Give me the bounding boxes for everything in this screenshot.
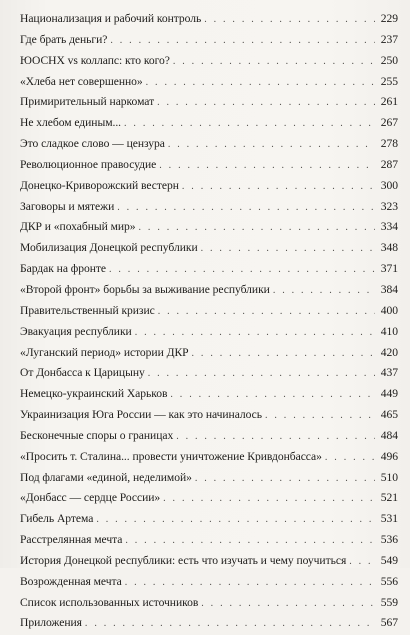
toc-entry [20, 593, 398, 614]
toc-entry-title: Немецко-украинский Харьков [20, 387, 168, 401]
toc-entry-title: «Просить т. Сталина... провести уничтожение Кривдонбасса» [20, 449, 322, 463]
toc-entry-page: 255 [380, 74, 398, 88]
toc-entry-page: 267 [380, 116, 398, 130]
toc-entry-title: История Донецкой республики: есть что изучать и чему поучиться [20, 553, 347, 567]
toc-entry-page: 559 [380, 595, 398, 609]
toc-entry-title: Расстрелянная мечта [20, 533, 123, 547]
toc-entry-title: Мобилизация Донецкой республики [20, 241, 198, 255]
toc-entry-page: 449 [380, 387, 398, 401]
toc-leader-dots [146, 73, 375, 94]
toc-leader-dots [159, 156, 375, 177]
toc-entry [20, 363, 398, 384]
toc-entry-title: Революционное правосудие [20, 157, 157, 171]
toc-leader-dots [124, 114, 375, 135]
toc-leader-dots [173, 52, 375, 73]
toc-entry-title: Эвакуация республики [20, 324, 132, 338]
toc-entry-title: Где брать деньги? [20, 32, 108, 46]
toc-entry-title: Бардак на фронте [20, 262, 106, 276]
toc-entry [20, 322, 398, 343]
toc-leader-dots [176, 427, 375, 448]
toc-entry-page: 323 [380, 199, 398, 213]
toc-entry-title: Национализация и рабочий контроль [20, 12, 202, 25]
toc-leader-dots [139, 218, 375, 239]
toc-entry-title: «Хлеба нет совершенно» [20, 74, 143, 88]
toc-entry-title: Список использованных источников [20, 595, 199, 609]
toc-entry-page: 496 [380, 449, 398, 463]
toc-entry-title: Заговоры и мятежи [20, 199, 115, 213]
toc-entry [20, 572, 398, 593]
toc-entry [20, 280, 398, 301]
toc-entry [20, 238, 398, 259]
toc-entry-title: От Донбасса к Царицыну [20, 366, 145, 380]
toc-entry-page: 410 [380, 324, 398, 338]
toc-entry [20, 134, 398, 155]
toc-entry [20, 92, 398, 113]
toc-entry-page: 250 [380, 53, 398, 67]
toc-entry-title: ДКР и «похабный мир» [20, 220, 136, 234]
toc-entry [20, 613, 398, 634]
toc-entry [20, 530, 398, 551]
toc-entry [20, 113, 398, 134]
toc-entry [20, 551, 398, 572]
toc-leader-dots [204, 10, 375, 31]
toc-entry-page: 300 [380, 178, 398, 192]
toc-entry-title: Примирительный наркомат [20, 95, 155, 109]
toc-entry [20, 509, 398, 530]
toc-entry-page: 384 [380, 282, 398, 296]
toc-entry-title: Украинизация Юга России — как это начиналось [20, 408, 262, 422]
toc-entry-page: 465 [380, 408, 398, 422]
toc-leader-dots [96, 510, 375, 531]
toc-entry [20, 176, 398, 197]
toc-leader-dots [117, 198, 375, 219]
toc-leader-dots [192, 344, 375, 365]
toc-entry-title: Под флагами «единой, неделимой» [20, 470, 192, 484]
toc-entry-title: Возрожденная мечта [20, 574, 122, 588]
toc-leader-dots [163, 489, 375, 510]
toc-leader-dots [201, 594, 375, 615]
toc-entry-page: 510 [380, 470, 398, 484]
toc-entry-title: Приложения [20, 616, 82, 630]
toc-entry [20, 405, 398, 426]
toc-entry [20, 343, 398, 364]
toc-leader-dots [125, 531, 375, 552]
toc-entry-page: 278 [380, 137, 398, 151]
toc-entry-title: Донецко-Криворожский вестерн [20, 178, 179, 192]
toc-entry-title: «Луганский период» истории ДКР [20, 345, 189, 359]
toc-leader-dots [168, 135, 375, 156]
table-of-contents [20, 9, 398, 634]
toc-entry-page: 229 [380, 12, 398, 25]
toc-entry [20, 468, 398, 489]
toc-leader-dots [265, 406, 375, 427]
toc-entry-page: 400 [380, 303, 398, 317]
toc-entry [20, 197, 398, 218]
toc-entry [20, 447, 398, 468]
toc-entry-page: 237 [380, 32, 398, 46]
toc-entry [20, 488, 398, 509]
toc-entry-title: ЮОСНХ vs коллапс: кто кого? [20, 53, 170, 67]
toc-leader-dots [148, 364, 375, 385]
toc-entry [20, 51, 398, 72]
toc-entry-page: 549 [380, 553, 398, 567]
toc-entry-title: Бесконечные споры о границах [20, 428, 174, 442]
toc-entry-page: 261 [380, 95, 398, 109]
toc-entry [20, 9, 398, 30]
toc-leader-dots [125, 573, 375, 594]
toc-leader-dots [182, 177, 375, 198]
toc-leader-dots [85, 614, 375, 635]
toc-leader-dots [110, 31, 375, 52]
toc-entry-title: Это сладкое слово — цензура [20, 137, 165, 151]
toc-entry-title: «Донбасс — сердце России» [20, 491, 161, 505]
toc-leader-dots [109, 260, 375, 281]
toc-entry-page: 531 [380, 512, 398, 526]
toc-entry [20, 426, 398, 447]
toc-entry-page: 420 [380, 345, 398, 359]
toc-entry [20, 301, 398, 322]
toc-leader-dots [135, 323, 375, 344]
toc-entry-page: 334 [380, 220, 398, 234]
toc-entry [20, 155, 398, 176]
toc-leader-dots [349, 552, 375, 573]
toc-leader-dots [158, 302, 375, 323]
toc-entry-title: Гибель Артема [20, 512, 94, 526]
toc-entry-page: 521 [380, 491, 398, 505]
toc-entry-page: 437 [380, 366, 398, 380]
toc-entry-page: 484 [380, 428, 398, 442]
toc-leader-dots [273, 281, 375, 302]
toc-entry-page: 371 [380, 262, 398, 276]
toc-entry [20, 217, 398, 238]
toc-entry-title: «Второй фронт» борьбы за выживание республики [20, 282, 270, 296]
toc-leader-dots [170, 385, 375, 406]
toc-leader-dots [195, 469, 375, 490]
toc-entry [20, 72, 398, 93]
toc-entry-page: 348 [380, 241, 398, 255]
toc-entry [20, 384, 398, 405]
toc-entry-page: 287 [380, 157, 398, 171]
toc-entry-page: 536 [380, 533, 398, 547]
toc-entry-page: 556 [380, 574, 398, 588]
toc-leader-dots [157, 93, 375, 114]
toc-leader-dots [325, 448, 375, 469]
toc-leader-dots [201, 239, 375, 260]
toc-entry-page: 567 [380, 616, 398, 630]
toc-entry [20, 259, 398, 280]
toc-entry-title: Правительственный кризис [20, 303, 155, 317]
toc-entry [20, 30, 398, 51]
toc-entry-title: Не хлебом единым... [20, 116, 122, 130]
